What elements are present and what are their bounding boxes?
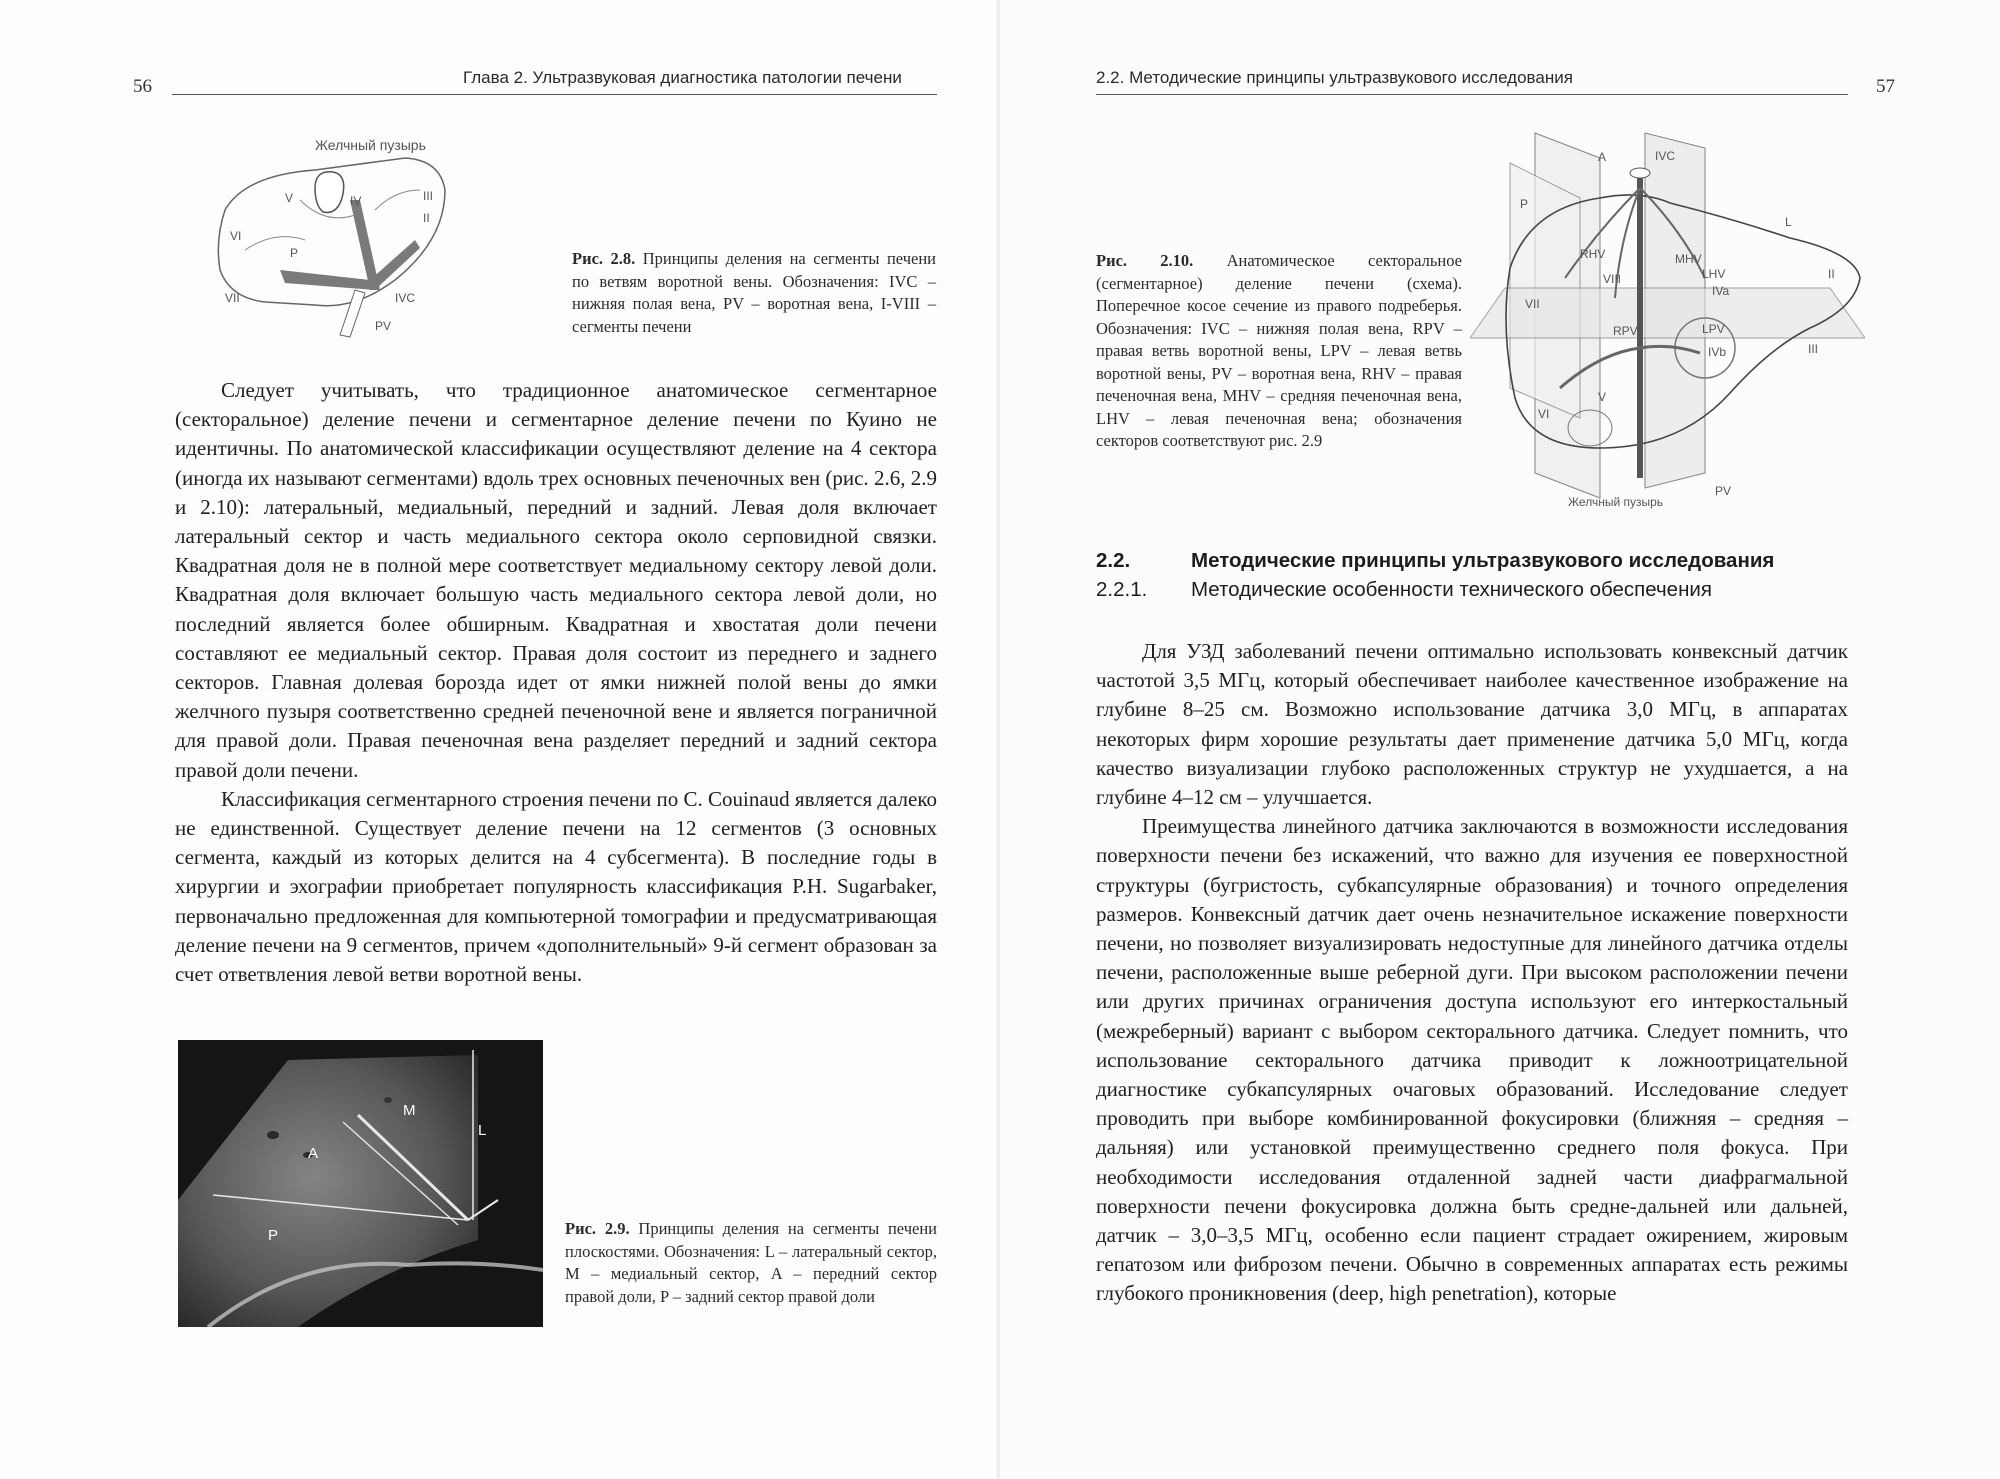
page-number-right: 57 — [1876, 76, 1895, 97]
figure-2-9-caption-text: Принципы деления на сегменты печени плоскостями. Обозначения: L – латеральный сектор, M – медиальный сектор, A – передний сектор правой доли, P – задний сектор правой доли — [565, 1219, 937, 1306]
label-mhv: MHV — [1675, 252, 1702, 266]
figure-2-10-caption — [1096, 250, 1462, 453]
label-rhv: RHV — [1580, 247, 1606, 261]
label-pv: PV — [375, 319, 392, 333]
figure-2-10-sector-diagram — [1470, 128, 1865, 513]
label-segment-v: V — [285, 191, 294, 205]
subsection-number: 2.2.1. — [1096, 578, 1148, 601]
figure-2-9-caption — [565, 1218, 937, 1308]
label-lpv: LPV — [1702, 322, 1725, 336]
section-number: 2.2. — [1096, 549, 1131, 572]
us-label-m: M — [403, 1102, 416, 1119]
label-iii-2-10: III — [1808, 342, 1819, 356]
left-body-text — [175, 376, 937, 989]
figure-2-8-caption-text: Принципы деления на сегменты печени по ветвям воротной вены. Обозначения: IVC – нижняя полая вена, PV – воротная вена, I-VIII – сегменты печени — [572, 249, 936, 336]
label-a: A — [1598, 150, 1607, 164]
label-vi-2-10: VI — [1538, 407, 1550, 421]
right-paragraph-1: Для УЗД заболеваний печени оптимально использовать конвексный датчик частотой 3,5 МГц, который обеспечивает наиболее качественное изображение на глубине 8–25 см. Возможно использование датчика 3,0 МГц, в аппаратах некоторых фирм хорошие результаты дает применение датчика 5,0 МГц, когда качество визуализации глубоко расположенных структур не ухудшается, а на глубине 4–12 см – улучшается. — [1096, 639, 1848, 810]
section-heading — [1096, 549, 1774, 573]
label-viii: VIII — [1603, 272, 1622, 286]
figure-2-8-caption — [572, 248, 936, 338]
label-pv-2-10: PV — [1715, 484, 1732, 498]
label-segment-p: P — [290, 246, 299, 260]
figure-2-9-caption-label: Рис. 2.9. — [565, 1219, 630, 1238]
label-ivb: IVb — [1708, 345, 1727, 359]
ultrasound-scan — [178, 1040, 543, 1327]
label-gallbladder: Желчный пузырь — [315, 137, 426, 153]
us-label-l: L — [478, 1122, 487, 1139]
running-head-right: 2.2. Методические принципы ультразвукового исследования — [1096, 68, 1573, 87]
label-rpv: RPV — [1613, 324, 1638, 338]
figure-2-10-caption-label: Рис. 2.10. — [1096, 251, 1194, 270]
label-l-2-10: L — [1785, 215, 1792, 229]
us-label-a: A — [308, 1145, 319, 1162]
label-segment-iv: IV — [350, 194, 362, 208]
label-v-2-10: V — [1598, 390, 1607, 404]
us-label-p: P — [268, 1227, 279, 1244]
subsection-heading — [1096, 578, 1712, 602]
running-head-left: Глава 2. Ультразвуковая диагностика патологии печени — [463, 68, 902, 87]
header-rule-left — [172, 94, 937, 95]
left-paragraph-2: Классификация сегментарного строения печени по C. Couinaud является далеко не единственной. Существует деление печени на 12 сегментов (3 основных сегмента, каждый из которых делится на 4 субсегмента). В последние годы в хирургии и эхографии приобретает популярность классификация P.H. Sugarbaker, первоначально предложенная для компьютерной томографии и предусматривающая деление печени на 9 сегментов, причем «дополнительный» 9-й сегмент образован за счет ответвления левой ветви воротной вены. — [175, 786, 937, 987]
subsection-title: Методические особенности технического обеспечения — [1191, 578, 1712, 601]
label-gallbladder-2-10: Желчный пузырь — [1568, 495, 1664, 509]
header-rule-right — [1096, 94, 1848, 95]
section-title: Методические принципы ультразвукового исследования — [1191, 549, 1775, 572]
label-ivc-2-10: IVC — [1655, 149, 1676, 163]
label-segment-iii: III — [423, 189, 434, 203]
right-body-text — [1096, 637, 1848, 1309]
gallbladder-shape — [315, 172, 344, 213]
right-paragraph-2: Преимущества линейного датчика заключаются в возможности исследования поверхности печени без искажений, что важно для изучения ее поверхностной структуры (бугристость, субкапсулярные образования) и точного определения размеров. Конвексный датчик дает очень незначительное искажение поверхности печени, но позволяет визуализировать недоступные для линейного датчика отделы печени, расположенные выше реберной дуги. При высоком расположении печени или других причинах ограничения доступа используют его интеркостальный (межреберный) вариант с выбором секторального датчика. Следует помнить, что использование секторального датчика приводит к ложноотрицательной диагностике субкапсулярных очаговых образований. Исследование следует проводить при выборе комбинированной фокусировки (ближняя – средняя – дальняя) или установкой преимущественно среднего поля фокуса. При необходимости исследования отдаленной задней части диафрагмальной поверхности печени фокусировка должна быть средне-дальней или дальней, датчик – 3,0–3,5 МГц, особенно если пациент страдает ожирением, жировым гепатозом или фиброзом печени. Обычно в современных аппаратах есть режимы глубокого проникновения (deep, high penetration), которые — [1096, 814, 1848, 1306]
label-segment-ii: II — [423, 211, 430, 225]
figure-2-9-ultrasound-image — [178, 1040, 543, 1327]
portal-vein-trunk — [340, 290, 365, 337]
ivc-top — [1630, 168, 1650, 178]
figure-2-8-liver-segments — [205, 130, 455, 345]
label-ii-2-10: II — [1828, 267, 1835, 281]
figure-2-10-caption-text: Анатомическое секторальное (сегментарное) деление печени (схема). Поперечное косое сечение из правого подреберья. Обозначения: IVC – нижняя полая вена, RPV – правая ветвь воротной вены, LPV – левая ветвь воротной вены, PV – воротная вена, RHV – правая печеночная вена, MHV – средняя печеночная вена, LHV – левая печеночная вена; обозначения секторов соответствуют рис. 2.9 — [1096, 251, 1462, 450]
label-segment-vi: VI — [230, 229, 242, 243]
label-segment-vii: VII — [225, 291, 240, 305]
label-p-2-10: P — [1520, 197, 1529, 211]
label-iva: IVa — [1712, 284, 1730, 298]
label-ivc: IVC — [395, 291, 416, 305]
figure-2-8-caption-label: Рис. 2.8. — [572, 249, 636, 268]
label-vii-2-10: VII — [1525, 297, 1540, 311]
page-number-left: 56 — [133, 76, 152, 97]
left-paragraph-1: Следует учитывать, что традиционное анатомическое сегментарное (секторальное) деление печени и сегментарное деление печени по Куино не идентичны. По анатомической классификации осуществляют деление на 4 сектора (иногда их называют сегментами) вдоль трех основных печеночных вен (рис. 2.6, 2.9 и 2.10): латеральный, медиальный, передний и задний. Левая доля включает латеральный сектор и часть медиального сектора около серповидной связки. Квадратная доля не в полной мере соответствует медиальному сектору левой доли. Квадратная доля включает большую часть медиального сектора левой доли, но последний является более обширным. Квадратная и хвостатая доли печени составляют ее медиальный сектор. Правая доля состоит из переднего и заднего секторов. Главная долевая борозда идет от ямки нижней полой вены до ямки желчного пузыря соответственно средней печеночной вене и является пограничной для правой доли. Правая печеночная вена разделяет передний и задний сектора правой доли печени. — [175, 378, 937, 782]
portal-branch-right — [280, 270, 375, 290]
label-lhv: LHV — [1702, 267, 1726, 281]
